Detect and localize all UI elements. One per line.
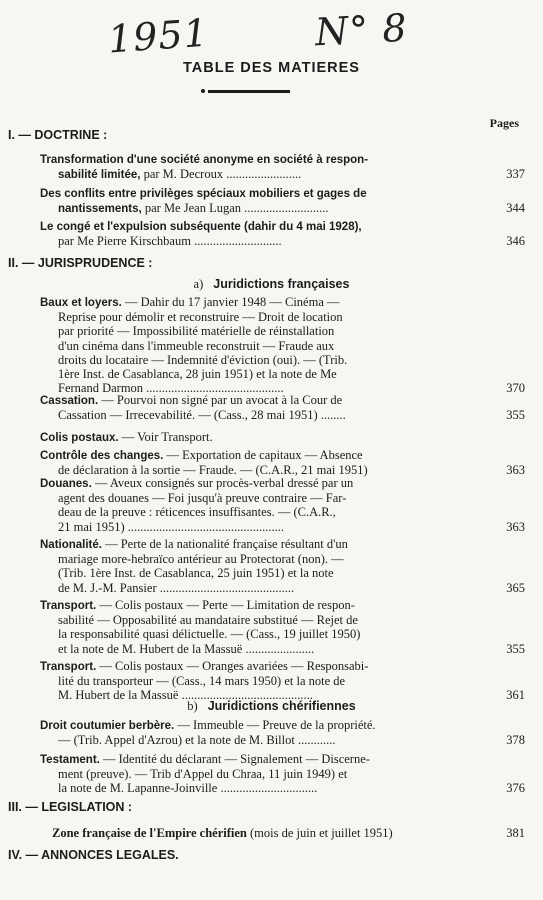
toc-entry	[40, 537, 525, 595]
entry-text: de déclaration à la sortie — Fraude. — (C.A.R., 21 mai 1951)	[58, 463, 368, 478]
title-ornament-dot	[201, 89, 205, 93]
entry-heading: Baux et loyers.	[40, 297, 122, 309]
entry-text: 21 mai 1951) ..................................................	[58, 519, 285, 534]
entry-line	[40, 581, 525, 595]
entry-line	[40, 295, 525, 310]
toc-entry	[40, 430, 525, 445]
page-number: 346	[506, 234, 525, 249]
entry-heading: Cassation.	[40, 395, 99, 407]
handwritten-year: 1951	[106, 10, 211, 62]
entry-text: la note de M. Lapanne-Joinville ...............................	[58, 781, 318, 796]
entry-text: — Pourvoi non signé par un avocat à la Cour de	[98, 393, 343, 407]
entry-heading: Transport.	[40, 600, 97, 612]
page-number: 337	[506, 167, 525, 182]
subsection-label: Juridictions françaises	[213, 277, 350, 291]
entry-title: nantissements,	[58, 203, 142, 216]
section-legislation: III. — LEGISLATION :	[8, 800, 133, 814]
entry-line	[40, 234, 525, 248]
entry-heading: Contrôle des changes.	[40, 450, 164, 462]
entry-text: (Trib. 1ère Inst. de Casablanca, 25 juin 1951) et la note	[58, 566, 334, 581]
entry-line	[40, 613, 525, 627]
entry-text: — Exportation de capitaux — Absence	[163, 448, 363, 462]
entry-line	[40, 674, 525, 688]
entry-line	[40, 448, 525, 463]
entry-text: ment (preuve). — Trib d'Appel du Chraa, 11 juin 1949) et	[58, 767, 348, 782]
entry-line	[40, 537, 525, 552]
entry-author: par Me Jean Lugan ...........................	[141, 201, 329, 216]
entry-line	[40, 324, 525, 338]
subsection-label: Juridictions chérifiennes	[207, 699, 356, 713]
toc-entry	[40, 448, 525, 477]
handwritten-number: N° 8	[313, 5, 409, 55]
entry-text: Reprise pour démolir et reconstruire — Droit de location	[58, 310, 343, 325]
toc-entry	[40, 152, 525, 182]
entry-text: — (Trib. Appel d'Azrou) et la note de M. Billot ............	[58, 733, 336, 748]
entry-line	[40, 310, 525, 324]
toc-entry	[40, 186, 525, 216]
entry-line	[40, 627, 525, 641]
entry-text: et la note de M. Hubert de la Massuë ......................	[58, 641, 315, 656]
page-number: 365	[506, 580, 525, 595]
entry-text: 1ère Inst. de Casablanca, 28 juin 1951) et la note de Me	[58, 367, 337, 382]
entry-line	[40, 733, 525, 747]
entry-line	[40, 767, 525, 781]
page-number: 381	[506, 826, 525, 840]
entry-line	[40, 408, 525, 422]
page-number: 355	[506, 641, 525, 656]
entry-text: Cassation — Irrecevabilité. — (Cass., 28 mai 1951) ........	[58, 408, 346, 423]
entry-heading: Douanes.	[40, 478, 92, 490]
entry-text: — Identité du déclarant — Signalement — Discerne-	[99, 752, 370, 766]
entry-text: — Voir Transport.	[118, 430, 213, 444]
section-jurisprudence: II. — JURISPRUDENCE :	[8, 256, 153, 270]
subsection-letter: b)	[187, 699, 198, 713]
entry-title: Des conflits entre privilèges spéciaux mobiliers et gages de	[40, 188, 367, 200]
toc-entry	[40, 598, 525, 656]
entry-author: par M. Decroux ........................	[140, 167, 302, 182]
section-doctrine: I. — DOCTRINE :	[8, 128, 108, 142]
page-number: 376	[506, 781, 525, 796]
entry-title: Transformation d'une société anonyme en société à respon-	[40, 154, 369, 166]
entry-line	[40, 167, 525, 182]
entry-title: Zone française de l'Empire chérifien	[52, 826, 247, 840]
entry-line	[40, 152, 525, 167]
title-rule	[208, 90, 290, 93]
subsection-letter: a)	[193, 277, 204, 291]
entry-text: — Colis postaux — Oranges avariées — Responsabi-	[96, 659, 369, 673]
toc-entry	[40, 718, 525, 747]
entry-line	[40, 393, 525, 408]
entry-line	[40, 781, 525, 795]
entry-text: droits du locataire — Indemnité d'éviction (oui). — (Trib.	[58, 352, 348, 367]
page-number: 344	[506, 201, 525, 216]
page-title: TABLE DES MATIERES	[183, 60, 360, 76]
subsection-french	[0, 277, 543, 292]
entry-author: par Me Pierre Kirschbaum ............................	[58, 234, 282, 249]
entry-text: agent des douanes — Foi jusqu'à preuve contraire — Far-	[58, 491, 347, 506]
page-number: 363	[506, 463, 525, 478]
entry-heading: Testament.	[40, 754, 100, 766]
entry-line	[40, 339, 525, 353]
entry-heading: Nationalité.	[40, 539, 102, 551]
entry-line	[40, 566, 525, 580]
entry-heading: Droit coutumier berbère.	[40, 720, 175, 732]
page-number: 370	[506, 381, 525, 396]
entry-line	[40, 752, 525, 767]
entry-line	[40, 552, 525, 566]
entry-heading: Colis postaux.	[40, 432, 119, 444]
toc-entry	[40, 752, 525, 796]
toc-entry	[40, 295, 525, 395]
entry-text: par priorité — Impossibilité matérielle de réinstallation	[58, 324, 335, 339]
legislation-entry	[52, 826, 525, 841]
entry-line	[40, 598, 525, 613]
page-number: 378	[506, 733, 525, 748]
entry-line	[40, 430, 525, 445]
page-number: 361	[506, 688, 525, 703]
entry-text: mariage more-hebraïco antérieur au Protectorat (non). —	[58, 552, 344, 567]
entry-line	[40, 659, 525, 674]
entry-text: — Perte de la nationalité française résultant d'un	[101, 537, 348, 551]
entry-title: sabilité limitée,	[58, 169, 141, 182]
entry-title: Le congé et l'expulsion subséquente (dahir du 4 mai 1928),	[40, 221, 362, 233]
entry-text: — Aveux consignés sur procès-verbal dressé par un	[91, 476, 354, 490]
entry-line	[40, 718, 525, 733]
page-number: 355	[506, 408, 525, 423]
entry-text: sabilité — Opposabilité au mandataire substitué — Rejet de	[58, 613, 358, 628]
entry-detail: (mois de juin et juillet 1951)	[246, 826, 393, 840]
entry-text: — Colis postaux — Perte — Limitation de respon-	[96, 598, 355, 612]
toc-entry	[40, 476, 525, 534]
toc-entry	[40, 219, 525, 248]
entry-line	[40, 505, 525, 519]
entry-heading: Transport.	[40, 661, 97, 673]
entry-text: lité du transporteur — (Cass., 14 mars 1950) et la note de	[58, 674, 346, 689]
entry-line	[40, 476, 525, 491]
entry-line	[40, 201, 525, 216]
entry-text: la responsabilité quasi délictuelle. — (Cass., 19 juillet 1950)	[58, 627, 361, 642]
entry-text: — Dahir du 17 janvier 1948 — Cinéma —	[121, 295, 340, 309]
entry-text: deau de la preuve : réticences insuffisantes. — (C.A.R.,	[58, 505, 336, 520]
subsection-cherifian	[0, 699, 543, 714]
entry-line	[40, 186, 525, 201]
entry-line	[40, 367, 525, 381]
entry-line	[40, 353, 525, 367]
page-number: 363	[506, 519, 525, 534]
entry-line	[40, 219, 525, 234]
pages-column-heading: Pages	[489, 116, 519, 130]
entry-line	[40, 642, 525, 656]
toc-entry	[40, 659, 525, 703]
entry-line	[40, 520, 525, 534]
section-annonces: IV. — ANNONCES LEGALES.	[8, 848, 179, 862]
entry-text: de M. J.-M. Pansier ...........................................	[58, 580, 295, 595]
entry-text: d'un cinéma dans l'immeuble reconstruit — Fraude aux	[58, 338, 335, 353]
entry-text: M. Hubert de la Massuë ..........................................	[58, 688, 313, 703]
entry-line	[40, 491, 525, 505]
toc-entry	[40, 393, 525, 422]
entry-text: Fernand Darmon ............................................	[58, 381, 284, 396]
entry-text: — Immeuble — Preuve de la propriété.	[174, 718, 376, 732]
